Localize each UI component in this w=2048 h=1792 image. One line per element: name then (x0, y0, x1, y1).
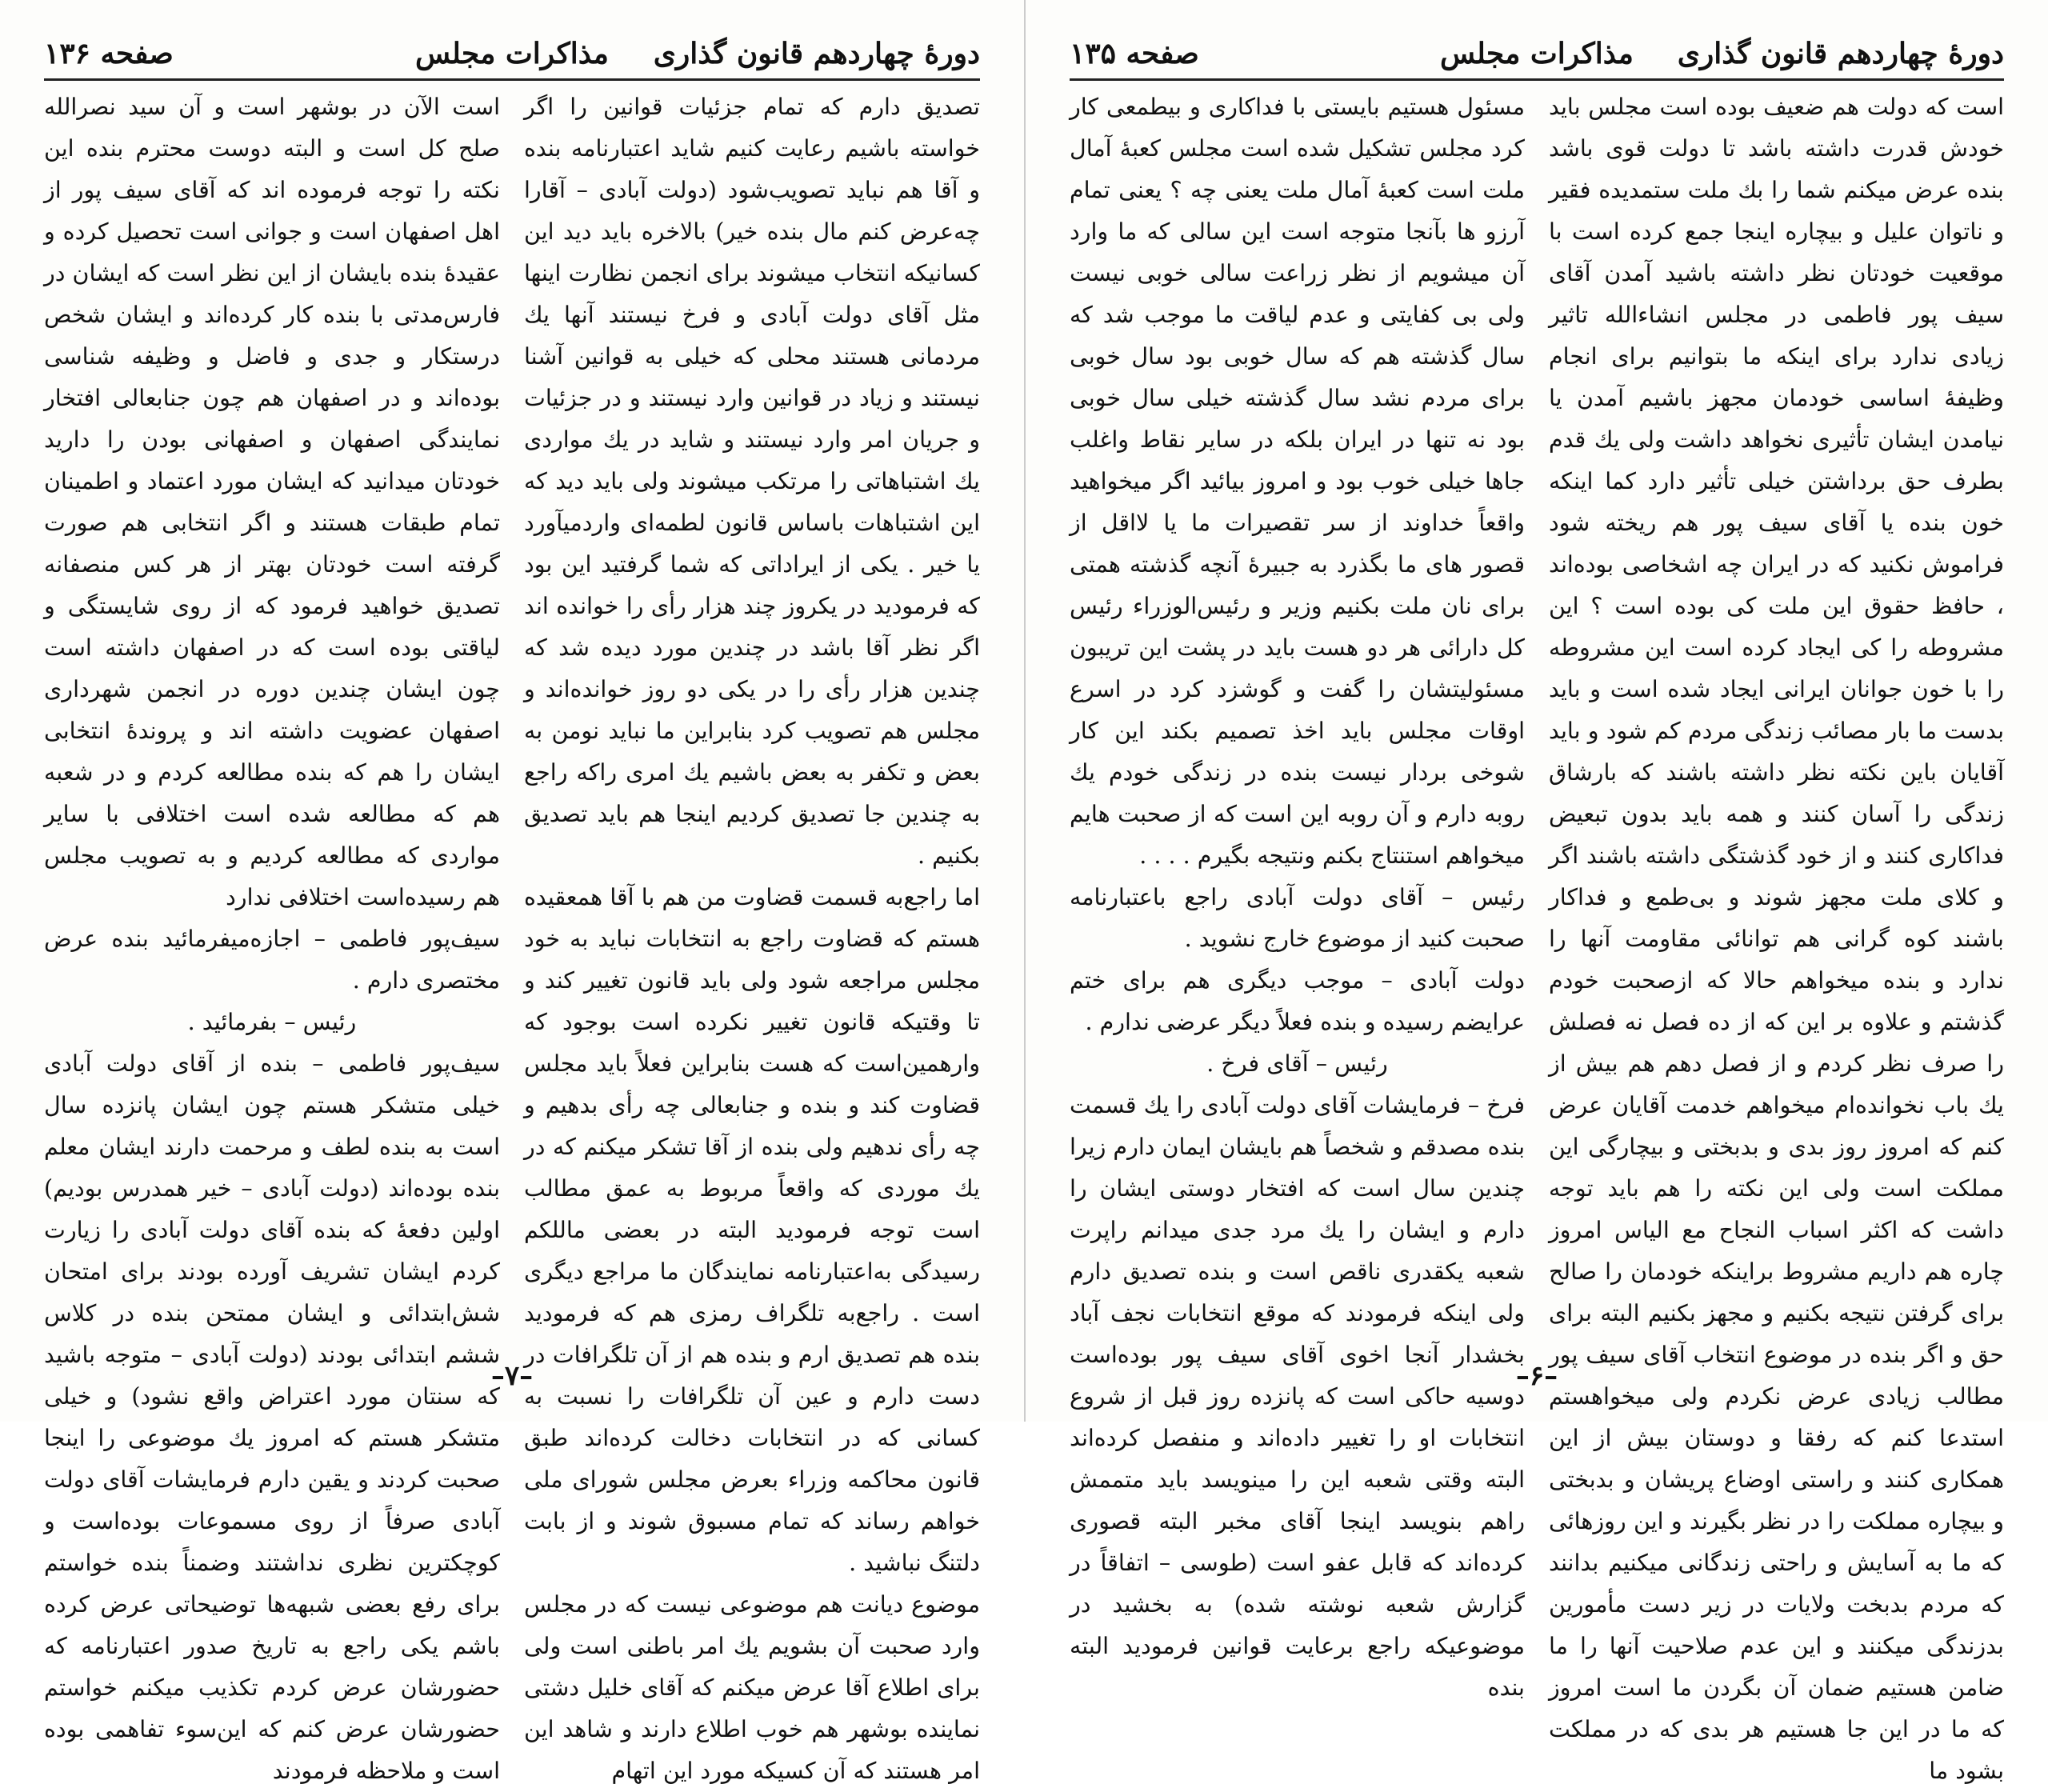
paragraph: موضوع دیانت هم موضوعی نیست که در مجلس وارد صحبت آن بشویم یك امر باطنی است ولی برای اطلاع آقا عرض میکنم که آقای خلیل دشتی نماینده بوشهر هم خوب اطلاع دارند و شاهد این امر هستند که آن کسیکه مورد این اتهام (524, 1591, 980, 1784)
left-page-term-title: دورهٔ چهاردهم قانون گذاری (653, 37, 980, 70)
left-page-columns (44, 86, 980, 1784)
right-page-term-title: دورهٔ چهاردهم قانون گذاری (1677, 37, 2004, 70)
speaker-paragraph: رئیس – بفرمائید . (187, 1009, 357, 1035)
right-page-column-2 (1070, 86, 1525, 1701)
paragraph: است الآن در بوشهر است و آن سید نصرالله صلح کل است و البته دوست محترم بنده این نکته را توجه فرموده اند که آقای سیف پور از اهل اصفهان است و جوانی است تحصیل کرده و عقیدهٔ بنده بایشان از این نظر است که ایشان در فارس‌مدتی با بنده کار کرده‌اند و ایشان شخص درستکار و جدی و فاضل و وظیفه شناسی بوده‌اند و در اصفهان هم چون جنابعالی افتخار نمایندگی اصفهان و اصفهانی بودن را دارید خودتان میدانید که ایشان مورد اعتماد و اطمینان تمام طبقات هستند و اگر انتخابی هم صورت گرفته است خودتان بهتر از هر کس منصفانه تصدیق خواهید فرمود که از روی شایستگی و لیاقتی بوده است که در اصفهان داشته است چون ایشان چندین دوره در انجمن شهرداری اصفهان عضویت داشته اند و پروندهٔ انتخابی ایشان را هم که بنده مطالعه کردم و در شعبه هم که مطالعه شده است اختلافی با سایر مواردی که مطالعه کردیم و به تصویب مجلس هم رسیده‌است اختلافی ندارد (44, 94, 500, 910)
paragraph: اما راجع‌به قسمت قضاوت من هم با آقا همعقیده هستم که قضاوت راجع به انتخابات نباید به خود مجلس مراجعه شود ولی باید قانون تغییر کند و تا وقتیکه قانون تغییر نکرده است بوجود که وارهمین‌است که هست بنابراین فعلاً باید مجلس قضاوت کند و بنده و جنابعالی چه رأی بدهیم و چه رأی ندهیم ولی بنده از آقا تشکر میکنم که در یك موردی که واقعاً مربوط به عمق مطالب است توجه فرمودید البته در بعضی ماللکم رسیدگی به‌اعتبارنامه نمایندگان ما مراجع دیگری است . راجع‌به تلگراف رمزی هم که فرمودید بنده هم تصدیق ارم و بنده هم از آن تلگرافات در دست دارم و عین آن تلگرافات را نسبت به کسانی که در انتخابات دخالت کرده‌اند طبق قانون محاکمه وزراء بعرض مجلس شورای ملی خواهم رساند که تمام مسبوق شوند و از بابت دلتنگ نباشید . (524, 884, 980, 1576)
paragraph: مسئول هستیم بایستی با فداکاری و بیطمعی کار کرد مجلس تشکیل شده است مجلس کعبهٔ آمال ملت است کعبهٔ آمال ملت یعنی چه ؟ یعنی تمام آرزو ها بآنجا متوجه است این سالی که ما وارد آن میشویم از نظر زراعت سالی خوبی نیست ولی بی کفایتی و عدم لیاقت ما موجب شد که سال گذشته هم که سال خوبی بود سال خوبی برای مردم نشد سال گذشته خیلی سال خوبی بود نه تنها در ایران بلکه در سایر نقاط واغلب جاها خیلی خوب بود و امروز بیائید اگر میخواهید واقعاً خداوند از سر تقصیرات ما یا لااقل از قصور های ما بگذرد به جبیرهٔ آنچه گذشته همتی برای نان ملت بکنیم وزیر و رئیس‌الوزراء رئیس کل دارائی هر دو هست باید در پشت این تریبون مسئولیتشان را گفت و گوشزد کرد در اسرع اوقات مجلس باید اخذ تصمیم بکند این کار شوخی بردار نیست بنده در زندگی خودم یك روبه دارم و آن روبه این است که از صحبت هایم میخواهم استنتاج بکنم ونتیجه بگیرم . . . . (1070, 94, 1525, 869)
speaker-paragraph: رئیس – آقای فرخ . (1206, 1050, 1388, 1077)
right-page-folio: –۶– (1515, 1360, 1558, 1392)
right-page-column-1 (1549, 86, 2004, 1784)
left-page-section-title: مذاکرات مجلس (415, 37, 609, 70)
right-page-header (1070, 34, 2004, 81)
right-page (1024, 0, 2048, 1784)
right-page-section-title: مذاکرات مجلس (1440, 37, 1634, 70)
right-page-columns (1070, 86, 2004, 1784)
speaker-paragraph: رئیس – آقای دولت آبادی راجع باعتبارنامه صحبت کنید از موضوع خارج نشوید . (1070, 884, 1525, 952)
speaker-paragraph: دولت آبادی – موجب دیگری هم برای ختم عرایضم رسیده و بنده فعلاً دیگر عرضی ندارم . (1070, 967, 1525, 1035)
left-page-header (44, 34, 980, 81)
paragraph: تصدیق دارم که تمام جزئیات قوانین را اگر خواسته باشیم رعایت کنیم شاید اعتبارنامه بنده و آقا هم نباید تصویب‌شود (دولت آبادی – آقارا چه‌عرض کنم مال بنده خیر) بالاخره باید دید این کسانیکه انتخاب میشوند برای انجمن نظارت اینها مثل آقای دولت آبادی و فرخ نیستند آنها یك مردمانی هستند محلی که خیلی به قوانین آشنا نیستند و زیاد در قوانین وارد نیستند و در جزئیات و جریان امر وارد نیستند و شاید در یك مواردی یك اشتباهاتی را مرتکب میشوند ولی باید دید که این اشتباهات باساس قانون لطمه‌ای واردمیآورد یا خیر . یکی از ایراداتی که شما گرفتید این بود که فرمودید در یکروز چند هزار رأی را خوانده اند اگر نظر آقا باشد در چندین مورد دیده شد که چندین هزار رأی را در یکی دو روز خوانده‌اند و مجلس هم تصویب کرد بنابراین ما نباید نومن به بعض و تکفر به بعض باشیم یك امری راکه راجع به چندین جا تصدیق کردیم اینجا هم باید تصدیق بکنیم . (524, 94, 980, 869)
right-page-number: صفحه ۱۳۵ (1070, 37, 1199, 70)
left-page-folio: –۷– (490, 1360, 534, 1392)
left-page (0, 0, 1024, 1784)
speaker-paragraph: سیف‌پور فاطمی – اجازه‌میفرمائید بنده عرض مختصری دارم . (44, 926, 500, 994)
speaker-paragraph: فرخ – فرمایشات آقای دولت آبادی را یك قسمت بنده مصدقم و شخصاً هم بایشان ایمان دارم زیرا چندین سال است که افتخار دوستی ایشان را دارم و ایشان را یك مرد جدی میدانم راپرت شعبه یکقدری ناقص است و بنده تصدیق دارم ولی اینکه فرمودند که موقع انتخابات نجف آباد بخشدار آنجا اخوی آقای سیف پور بوده‌است دوسیه حاکی است که پانزده روز قبل از شروع انتخابات او را تغییر داده‌اند و منفصل کرده‌اند البته وقتی شعبه این را مینویسد باید متممش راهم بنویسد اینجا آقای مخبر البته قصوری کرده‌اند که قابل عفو است (طوسی – اتفاقاً در گزارش شعبه نوشته شده) به بخشید در موضوعیکه راجع برعایت قوانین فرمودید البته بنده (1070, 1092, 1525, 1701)
paragraph: است که دولت هم ضعیف بوده است مجلس باید خودش قدرت داشته باشد تا دولت قوی باشد بنده عرض میکنم شما را بك ملت ستمدیده فقیر و ناتوان علیل و بیچاره اینجا جمع کرده است با موقعیت خودتان نظر داشته باشید آمدن آقای سیف پور فاطمی در مجلس انشاءالله تاثیر زیادی ندارد برای اینکه ما بتوانیم برای انجام وظیفهٔ اساسی خودمان مجهز باشیم آمدن یا نیامدن ایشان تأثیری نخواهد داشت ولی یك قدم بطرف حق برداشتن خیلی تأثیر دارد کما اینکه خون بنده یا آقای سیف پور هم ریخته شود فراموش نکنید که در ایران چه اشخاصی بوده‌اند ، حافظ حقوق این ملت کی بوده است ؟ این مشروطه را کی ایجاد کرده است این مشروطه را با خون جوانان ایرانی ایجاد شده است و باید بدست ما بار مصائب زندگی مردم کم شود و باید آقایان باین نکته نظر داشته باشند که بارشاق زندگی را آسان کنند و همه باید بدون تبعیض فداکاری کنند و از خود گذشتگی داشته باشند اگر و کلای ملت مجهز شوند و بی‌طمع و فداکار باشند کوه گرانی هم توانائی مقاومت آنها را ندارد و بنده میخواهم حالا که ازصحبت خودم گذشتم و علاوه بر این که از ده فصل نه فصلش را صرف نظر کردم و از فصل دهم هم بیش از یك باب نخوانده‌ام میخواهم خدمت آقایان عرض کنم که امروز روز بدی و بدبختی و بیچارگی این مملکت است ولی این نکته را هم باید توجه داشت که اکثر اسباب النجاح مع الیاس امروز چاره هم داریم مشروط براینکه خودمان را صالح برای گرفتن نتیجه بکنیم و مجهز بکنیم البته برای حق و اگر بنده در موضوع انتخاب آقای سیف پور مطالب زیادی عرض نکردم ولی میخواهستم استدعا کنم که رفقا و دوستان بیش از این همکاری کنند و راستی اوضاع پریشان و بدبختی و بیچاره مملکت را در نظر بگیرند و این روزهائی که ما به آسایش و راحتی زندگانی میکنیم بدانند که مردم بدبخت ولایات در زیر دست مأمورین بدزندگی میکنند و این عدم صلاحیت آنها را ما ضامن هستیم ضمان آن بگردن ما است امروز که ما در این جا هستیم هر بدی که در مملکت بشود ما (1549, 94, 2004, 1784)
left-page-column-2 (44, 86, 500, 1784)
speaker-paragraph: سیف‌پور فاطمی – بنده از آقای دولت آبادی خیلی متشکر هستم چون ایشان پانزده سال است به بنده لطف و مرحمت دارند ایشان معلم بنده بوده‌اند (دولت آبادی – خیر همدرس بودیم) اولین دفعهٔ که بنده آقای دولت آبادی را زیارت کردم ایشان تشریف آورده بودند برای امتحان شش‌ابتدائی و ایشان ممتحن بنده در کلاس ششم ابتدائی بودند (دولت آبادی – متوجه باشید که سنتان مورد اعتراض واقع نشود) و خیلی متشکر هستم که امروز یك موضوعی را اینجا صحبت کردند و یقین دارم فرمایشات آقای دولت آبادی صرفاً از روی مسموعات بوده‌است و کوچکترین نظری نداشتند وضمناً بنده خواستم برای رفع بعضی شبهه‌ها توضیحاتی عرض کرده باشم یکی راجع به تاریخ صدور اعتبارنامه که حضورشان عرض کردم تکذیب میکنم خواستم حضورشان عرض کنم که این‌سوء تفاهمی بوده است و ملاحظه فرمودند (44, 1050, 500, 1784)
left-page-number: صفحه ۱۳۶ (44, 37, 174, 70)
left-page-column-1 (524, 86, 980, 1784)
